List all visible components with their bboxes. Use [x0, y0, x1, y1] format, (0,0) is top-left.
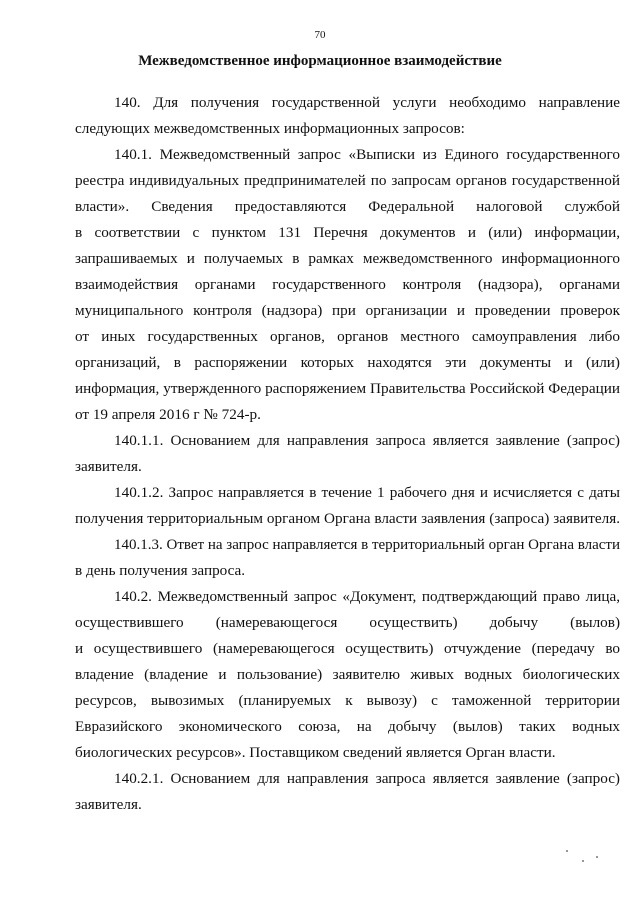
text-line: организаций, в распоряжении которых находятся эти документы и (или) — [75, 354, 620, 371]
text-line: взаимодействия органами государственного контроля (надзора), органами — [75, 276, 620, 293]
text-line: реестра индивидуальных предпринимателей по запросам органов государственной — [75, 172, 620, 189]
page-number: 70 — [314, 29, 326, 41]
text-line: ресурсов, вывозимых (планируемых к вывозу) с таможенной территории — [75, 692, 620, 709]
text-line: заявителя. — [75, 796, 142, 813]
text-line: владение (владение и пользование) заявителю живых водных биологических — [75, 666, 620, 683]
text-line: запрашиваемых и получаемых в рамках межведомственного информационного — [75, 250, 620, 267]
text-line: и осуществившего (намеревающегося осуществить) отчуждение (передачу во — [75, 640, 620, 657]
text-line: 140. Для получения государственной услуги необходимо направление — [114, 94, 620, 111]
text-line: 140.1. Межведомственный запрос «Выписки из Единого государственного — [114, 146, 620, 163]
text-line: осуществившего (намеревающегося осуществить) добычу (вылов) — [75, 614, 620, 631]
text-line: от 19 апреля 2016 г № 724-р. — [75, 406, 261, 423]
text-line: в день получения запроса. — [75, 562, 246, 579]
text-line: от иных государственных органов, органов местного самоуправления либо — [75, 328, 620, 345]
text-line: 140.1.1. Основанием для направления запроса является заявление (запрос) — [114, 432, 620, 449]
text-line: власти». Сведения предоставляются Федеральной налоговой службой — [75, 198, 620, 215]
text-line: 140.1.3. Ответ на запрос направляется в территориальный орган Органа власти — [114, 537, 621, 553]
text-line: информация, утвержденного распоряжением Правительства Российской Федерации — [75, 380, 620, 397]
text-line: биологических ресурсов». Поставщиком сведений является Орган власти. — [75, 744, 556, 761]
text-line: следующих межведомственных информационных запросов: — [75, 120, 465, 137]
text-line: Евразийского экономического союза, на добычу (вылов) таких водных — [75, 718, 620, 735]
section-heading: Межведомственное информационное взаимодействие — [138, 53, 502, 69]
text-line: 140.2. Межведомственный запрос «Документ, подтверждающий право лица, — [114, 588, 620, 605]
text-line: 140.1.2. Запрос направляется в течение 1 рабочего дня и исчисляется с даты — [114, 484, 620, 501]
text-line: заявителя. — [75, 458, 142, 475]
text-line: муниципального контроля (надзора) при организации и проведении проверок — [75, 302, 620, 319]
text-line: 140.2.1. Основанием для направления запроса является заявление (запрос) — [114, 770, 620, 787]
scan-specks — [560, 848, 610, 868]
text-line: в соответствии с пунктом 131 Перечня документов и (или) информации, — [75, 224, 620, 241]
text-line: получения территориальным органом Органа власти заявления (запроса) заявителя. — [75, 510, 620, 527]
